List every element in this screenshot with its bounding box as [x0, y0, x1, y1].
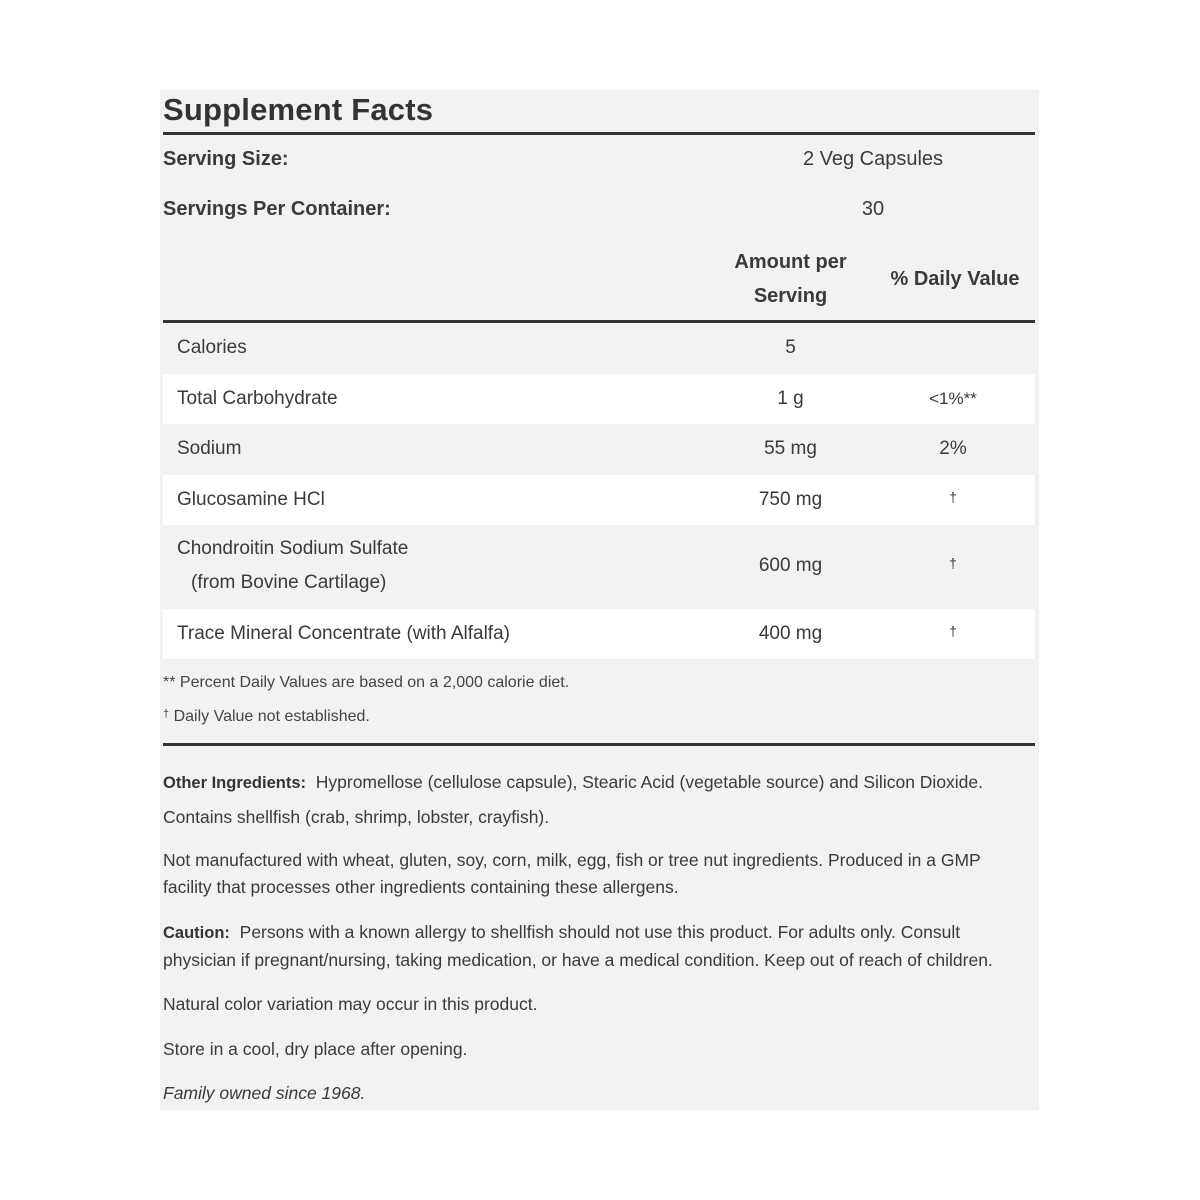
serving-size-label: Serving Size: — [163, 148, 289, 170]
caution-statement — [163, 919, 1035, 974]
nutrient-name: Chondroitin Sodium Sulfate — [177, 538, 409, 559]
caution-label: Caution: — [163, 924, 230, 942]
nutrient-daily-value: † — [949, 489, 957, 505]
allergen-line-1: Not manufactured with wheat, gluten, soy, corn, milk, egg, fish or tree nut ingredients. Produced in a GMP — [163, 850, 981, 870]
allergen-statement — [163, 847, 1035, 901]
dagger-footnote-text: Daily Value not established. — [173, 708, 370, 725]
amount-header-line1: Amount per — [734, 251, 847, 273]
nutrient-amount: 55 mg — [764, 438, 817, 459]
amount-per-serving-header — [718, 245, 863, 313]
caution-line-2: physician if pregnant/nursing, taking medication, or have a medical condition. Keep out of reach of children. — [163, 950, 993, 970]
serving-size-row — [163, 148, 1035, 178]
allergen-line-2: facility that processes other ingredients containing these allergens. — [163, 877, 679, 897]
nutrient-amount: 5 — [785, 337, 796, 358]
other-ingredients-label: Other Ingredients: — [163, 774, 307, 792]
page-title: Supplement Facts — [163, 92, 434, 127]
servings-per-container-label: Servings Per Container: — [163, 198, 391, 220]
supplement-facts-panel — [160, 90, 1039, 1110]
color-variation-note: Natural color variation may occur in this product. — [163, 994, 538, 1014]
other-ingredients — [163, 769, 1035, 831]
family-owned-note: Family owned since 1968. — [163, 1083, 366, 1103]
amount-header-line2: Serving — [753, 285, 828, 307]
servings-per-container-row — [163, 198, 1035, 228]
nutrient-amount: 400 mg — [758, 623, 823, 644]
nutrient-amount: 1 g — [777, 388, 804, 409]
footer-divider — [163, 743, 1035, 746]
nutrient-row-calories — [163, 323, 1035, 373]
nutrient-name: Total Carbohydrate — [177, 388, 338, 409]
nutrient-row-glucosamine — [163, 475, 1035, 525]
title-divider — [163, 132, 1035, 135]
storage-note: Store in a cool, dry place after opening. — [163, 1039, 468, 1059]
nutrient-daily-value: 2% — [939, 438, 967, 459]
nutrient-subname: (from Bovine Cartilage) — [191, 572, 387, 593]
servings-per-container-value: 30 — [861, 198, 885, 220]
nutrient-name: Trace Mineral Concentrate (with Alfalfa) — [177, 623, 510, 644]
nutrient-name: Sodium — [177, 438, 242, 459]
caution-line-1: Persons with a known allergy to shellfish should not use this product. For adults only. Consult — [239, 922, 961, 942]
nutrient-name: Calories — [177, 337, 247, 358]
dagger-symbol: † — [163, 708, 170, 720]
nutrient-row-chondroitin — [163, 525, 1035, 609]
nutrient-daily-value: <1%** — [929, 389, 977, 408]
serving-size-value: 2 Veg Capsules — [802, 148, 944, 170]
daily-value-header: % Daily Value — [890, 268, 1020, 290]
contains-shellfish-text: Contains shellfish (crab, shrimp, lobster, crayfish). — [163, 807, 550, 827]
nutrient-amount: 750 mg — [758, 489, 823, 510]
nutrient-daily-value: † — [949, 623, 957, 639]
footnote-daily-value-not-established — [163, 708, 370, 726]
nutrient-amount: 600 mg — [758, 555, 823, 576]
nutrient-name: Glucosamine HCl — [177, 489, 325, 510]
nutrient-row-sodium — [163, 424, 1035, 474]
nutrient-daily-value: † — [949, 555, 957, 571]
footnote-percent-daily-value: ** Percent Daily Values are based on a 2,000 calorie diet. — [163, 674, 570, 691]
other-ingredients-text: Hypromellose (cellulose capsule), Stearic Acid (vegetable source) and Silicon Dioxide. — [315, 772, 984, 792]
nutrient-row-total-carbohydrate — [163, 374, 1035, 424]
nutrient-row-trace-mineral — [163, 609, 1035, 659]
